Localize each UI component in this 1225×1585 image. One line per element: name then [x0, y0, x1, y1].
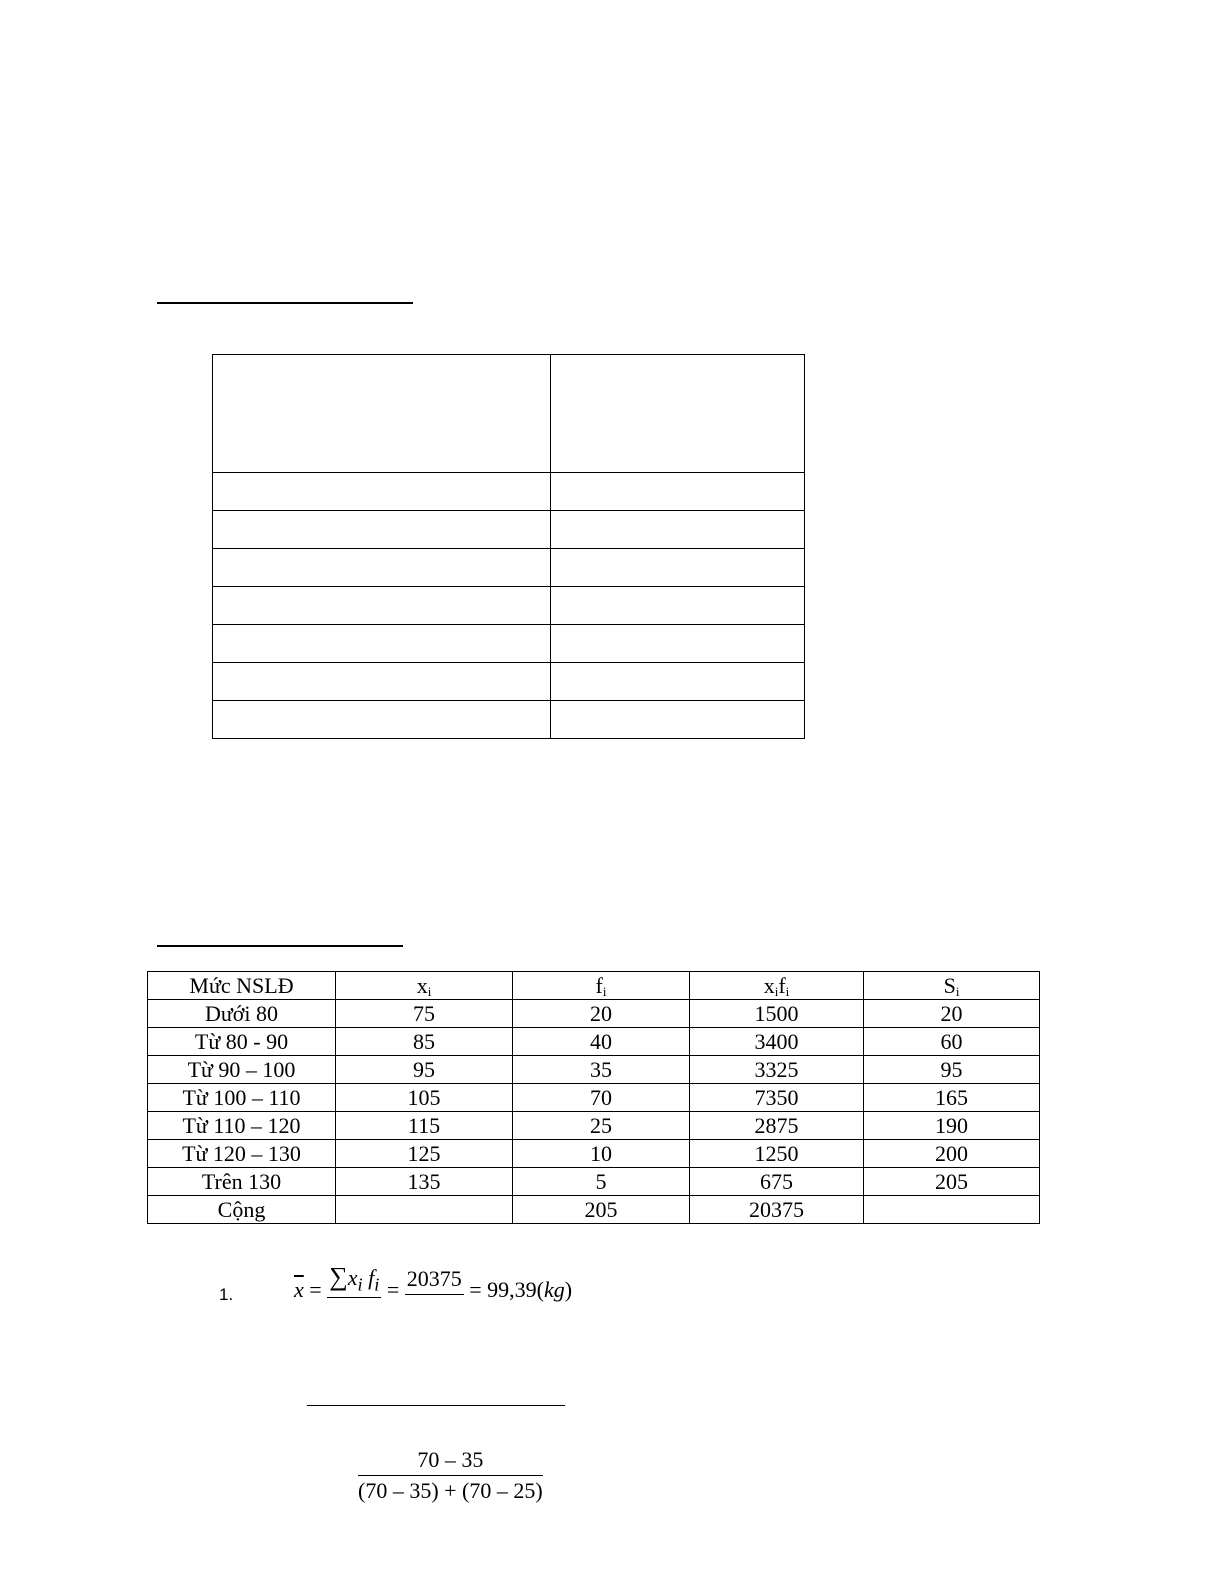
table-1-row: [213, 473, 805, 511]
table-1: [212, 354, 805, 739]
table-cell: 5: [513, 1168, 690, 1196]
table-1-cell: [213, 549, 551, 587]
table-cell: 7350: [690, 1084, 864, 1112]
table-cell: 1500: [690, 1000, 864, 1028]
table-cell: 20: [864, 1000, 1040, 1028]
equals-sign: =: [386, 1277, 400, 1303]
table-row: [148, 1000, 1040, 1028]
table-cell: 20: [513, 1000, 690, 1028]
table-cell: 3325: [690, 1056, 864, 1084]
header-cell: Mức NSLĐ: [148, 972, 336, 1000]
table-cell: Dưới 80: [148, 1000, 336, 1028]
formula-2-fraction: [358, 1447, 543, 1504]
section-1-heading-underline: [157, 302, 413, 304]
table-1-cell: [213, 663, 551, 701]
table-1-row: [213, 663, 805, 701]
table-cell: 1250: [690, 1140, 864, 1168]
fraction-numerator: 70 – 35: [358, 1447, 543, 1476]
table-1-cell: [551, 355, 805, 473]
header-cell: $f_i$: [513, 972, 690, 1000]
table-cell: 95: [864, 1056, 1040, 1084]
table-1-cell: [213, 625, 551, 663]
table-cell: 35: [513, 1056, 690, 1084]
formula-1-number: 1.: [219, 1285, 234, 1304]
table-cell: 205: [864, 1168, 1040, 1196]
fraction-denominator: (70 – 35) + (70 – 25): [358, 1478, 543, 1503]
equals-sign: =: [309, 1277, 322, 1303]
table-cell: 125: [336, 1140, 513, 1168]
table-1-cell: [213, 473, 551, 511]
value-fraction: 20375: [405, 1266, 464, 1319]
table-1-cell: [551, 625, 805, 663]
table-cell: 75: [336, 1000, 513, 1028]
table-cell: 10: [513, 1140, 690, 1168]
table-cell: 40: [513, 1028, 690, 1056]
table-row: [148, 1112, 1040, 1140]
table-cell: 115: [336, 1112, 513, 1140]
table-cell: [336, 1196, 513, 1224]
table-cell: 60: [864, 1028, 1040, 1056]
sum-fraction: $\sum x_i$ $f_i$: [327, 1262, 381, 1322]
table-cell: 95: [336, 1056, 513, 1084]
table-cell: 165: [864, 1084, 1040, 1112]
mean-symbol: $\overline{x}$: [294, 1277, 304, 1303]
table-2-header-row: [148, 972, 1040, 1000]
table-2: [147, 971, 1040, 1224]
header-cell: $S_i$: [864, 972, 1040, 1000]
header-cell: $x_if_i$: [690, 972, 864, 1000]
table-cell: 3400: [690, 1028, 864, 1056]
table-1-cell: [551, 473, 805, 511]
table-cell: Từ 100 – 110: [148, 1084, 336, 1112]
table-row: [148, 1168, 1040, 1196]
table-cell: 20375: [690, 1196, 864, 1224]
header-cell: $x_i$: [336, 972, 513, 1000]
table-cell: 675: [690, 1168, 864, 1196]
formula-2-heading-underline: [307, 1405, 565, 1406]
table-1-cell: [551, 511, 805, 549]
table-cell: Cộng: [148, 1196, 336, 1224]
formula-1-mean: $\overline{x}$ = $\sum x_i$ $f_i$ = 20375 = 99,39(kg): [294, 1262, 572, 1322]
result-value: = 99,39(: [469, 1277, 544, 1303]
table-cell: 85: [336, 1028, 513, 1056]
table-1-row: [213, 701, 805, 739]
table-cell: Từ 110 – 120: [148, 1112, 336, 1140]
table-cell: 2875: [690, 1112, 864, 1140]
table-row: [148, 1056, 1040, 1084]
table-1-cell: [213, 701, 551, 739]
table-1-cell: [213, 355, 551, 473]
table-cell: Từ 80 - 90: [148, 1028, 336, 1056]
table-row: [148, 1140, 1040, 1168]
table-cell: Từ 90 – 100: [148, 1056, 336, 1084]
table-cell: Từ 120 – 130: [148, 1140, 336, 1168]
table-1-cell: [551, 701, 805, 739]
table-cell: 200: [864, 1140, 1040, 1168]
table-cell: 205: [513, 1196, 690, 1224]
table-1-row: [213, 549, 805, 587]
table-row: [148, 1084, 1040, 1112]
table-cell: 70: [513, 1084, 690, 1112]
table-row: [148, 1028, 1040, 1056]
table-total-row: [148, 1196, 1040, 1224]
table-1-cell: [551, 587, 805, 625]
table-cell: 190: [864, 1112, 1040, 1140]
section-2-heading-underline: [157, 945, 403, 947]
table-1-header-row: [213, 355, 805, 473]
table-cell: Trên 130: [148, 1168, 336, 1196]
table-cell: 135: [336, 1168, 513, 1196]
table-1-row: [213, 587, 805, 625]
sigma-symbol: ∑: [329, 1262, 348, 1291]
table-1-row: [213, 511, 805, 549]
table-cell: 25: [513, 1112, 690, 1140]
table-1-cell: [551, 549, 805, 587]
unit: kg: [543, 1277, 565, 1303]
table-cell: [864, 1196, 1040, 1224]
table-1-cell: [551, 663, 805, 701]
table-1-cell: [213, 587, 551, 625]
table-1-row: [213, 625, 805, 663]
table-cell: 105: [336, 1084, 513, 1112]
table-1-cell: [213, 511, 551, 549]
